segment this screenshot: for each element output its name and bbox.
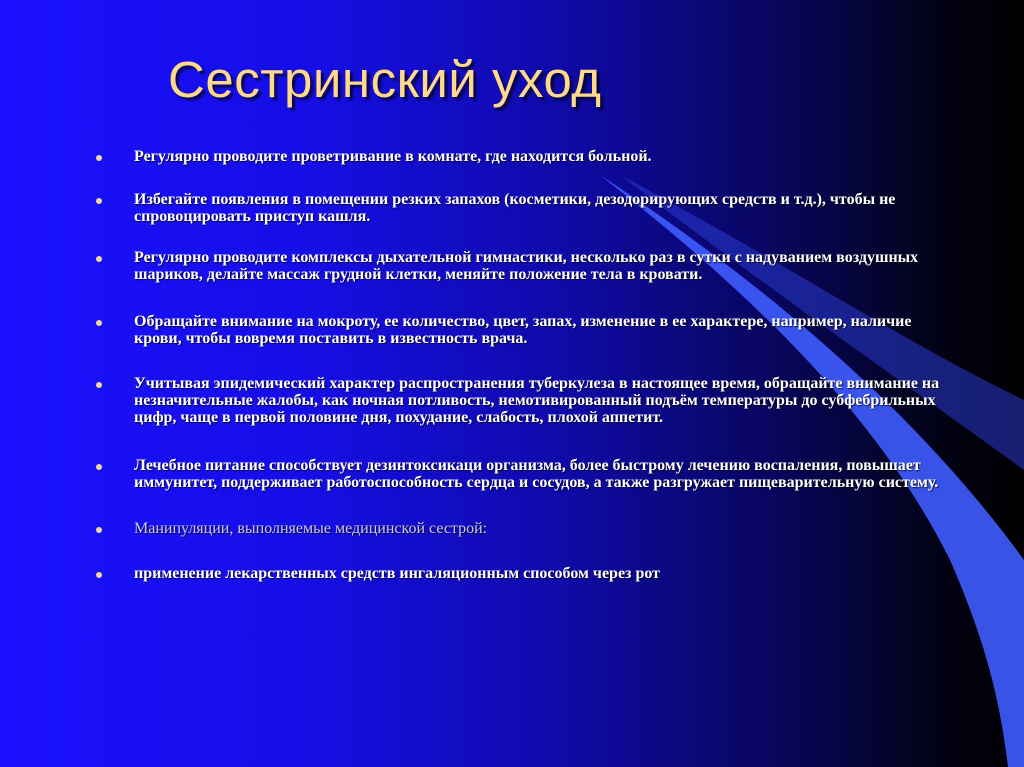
bullet-dot-icon <box>96 198 102 204</box>
bullet-item <box>96 191 946 225</box>
bullet-dot-icon <box>96 464 102 470</box>
bullet-text: применение лекарственных средств ингаляционным способом через рот <box>134 565 661 582</box>
bullet-item <box>96 520 946 537</box>
bullet-item <box>96 148 946 165</box>
bullet-text: Регулярно проводите проветривание в комнате, где находится больной. <box>134 148 652 165</box>
bullet-text: Лечебное питание способствует дезинтоксикаци организма, более быстрому лечению воспаления, повышает иммунитет, поддерживает работоспособность сердца и сосудов, а также разгружает пищеварительную систему. <box>134 457 939 491</box>
bullet-item <box>96 457 946 491</box>
bullet-text: Избегайте появления в помещении резких запахов (косметики, дезодорирующих средств и т.д.), чтобы не спровоцировать приступ кашля. <box>134 191 896 225</box>
bullet-item <box>96 375 946 426</box>
bullet-dot-icon <box>96 256 102 262</box>
bullet-item <box>96 565 946 582</box>
bullet-text: Манипуляции, выполняемые медицинской сестрой: <box>134 520 488 537</box>
bullet-dot-icon <box>96 382 102 388</box>
bullet-text: Регулярно проводите комплексы дыхательной гимнастики, несколько раз в сутки с надуванием воздушных шариков, делайте массаж грудной клетки, меняйте положение тела в кровати. <box>134 249 919 283</box>
bullet-dot-icon <box>96 320 102 326</box>
bullet-dot-icon <box>96 527 102 533</box>
bullet-dot-icon <box>96 155 102 161</box>
bullet-dot-icon <box>96 572 102 578</box>
bullet-item <box>96 313 946 347</box>
bullet-list <box>96 148 946 582</box>
bullet-item <box>96 249 946 283</box>
slide-title: Сестринский уход <box>168 51 602 108</box>
bullet-text: Обращайте внимание на мокроту, ее количество, цвет, запах, изменение в ее характере, например, наличие крови, чтобы вовремя поставить в известность врача. <box>134 313 912 347</box>
bullet-text: Учитывая эпидемический характер распространения туберкулеза в настоящее время, обращайте внимание на незначительные жалобы, как ночная потливость, немотивированный подъём температуры до субфебрильных цифр, чаще в первой половине дня, похудание, слабость, плохой аппетит. <box>134 375 940 426</box>
